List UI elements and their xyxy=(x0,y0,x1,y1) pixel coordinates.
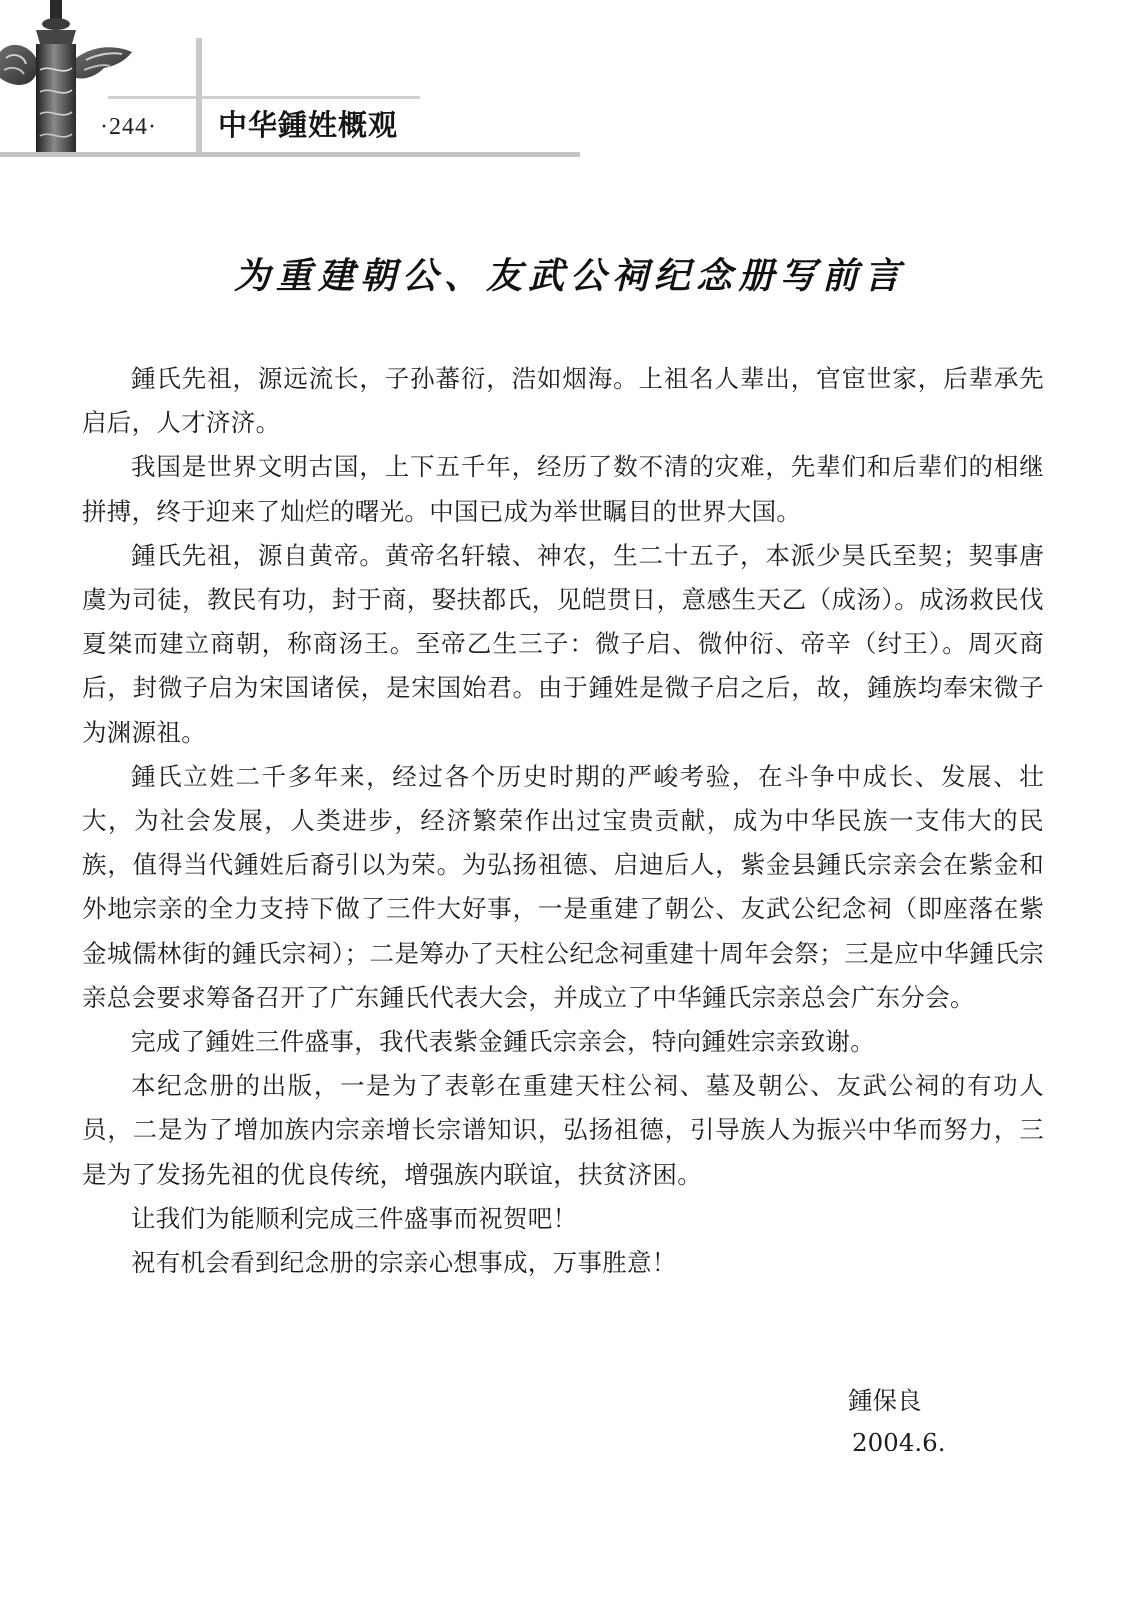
signature-block xyxy=(848,1380,946,1464)
paragraph-2: 我国是世界文明古国，上下五千年，经历了数不清的灾难，先辈们和后辈们的相继拼搏，终于迎来了灿烂的曙光。中国已成为举世瞩目的世界大国。 xyxy=(82,452,1044,526)
article-body xyxy=(82,357,1044,1285)
paragraph-5: 完成了鍾姓三件盛事，我代表紫金鍾氏宗亲会，特向鍾姓宗亲致谢。 xyxy=(131,1027,875,1057)
paragraph-3: 鍾氏先祖，源自黄帝。黄帝名轩辕、神农，生二十五子，本派少昊氏至契；契事唐虞为司徒，教民有功，封于商，娶扶都氏，见皑贯日，意感生天乙（成汤）。成汤救民伐夏桀而建立商朝，称商汤王。至帝乙生三子：微子启、微仲衍、帝辛（纣王）。周灭商后，封微子启为宋国诸侯，是宋国始君。由于鍾姓是微子启之后，故，鍾族均奉宋微子为渊源祖。 xyxy=(82,540,1044,747)
running-header xyxy=(0,0,600,170)
paragraph-6: 本纪念册的出版，一是为了表彰在重建天柱公祠、墓及朝公、友武公祠的有功人员，二是为了增加族内宗亲增长宗谱知识，弘扬祖德，引导族人为振兴中华而努力，三是为了发扬先祖的优良传统，增强族内联谊，扶贫济困。 xyxy=(82,1071,1044,1189)
header-top-rule xyxy=(108,96,420,99)
running-title: 中华鍾姓概观 xyxy=(218,108,399,142)
paragraph-7: 让我们为能顺利完成三件盛事而祝贺吧！ xyxy=(131,1203,578,1233)
page-number: ·244· xyxy=(100,114,157,140)
author-name: 鍾保良 xyxy=(848,1386,922,1415)
paragraph-1: 鍾氏先祖，源远流长，子孙蕃衍，浩如烟海。上祖名人辈出，官宦世家，后辈承先启后，人才济济。 xyxy=(82,364,1044,438)
paragraph-8: 祝有机会看到纪念册的宗亲心想事成，万事胜意！ xyxy=(131,1248,677,1278)
header-bottom-rule xyxy=(0,152,580,157)
signature-date: 2004.6. xyxy=(852,1428,946,1457)
header-divider xyxy=(196,38,202,154)
article-title: 为重建朝公、友武公祠纪念册写前言 xyxy=(233,256,906,297)
paragraph-4: 鍾氏立姓二千多年来，经过各个历史时期的严峻考验，在斗争中成长、发展、壮大，为社会发展，人类进步，经济繁荣作出过宝贵贡献，成为中华民族一支伟大的民族，值得当代鍾姓后裔引以为荣。为弘扬祖德、启迪后人，紫金县鍾氏宗亲会在紫金和外地宗亲的全力支持下做了三件大好事，一是重建了朝公、友武公纪念祠（即座落在紫金城儒林街的鍾氏宗祠）；二是筹办了天柱公纪念祠重建十周年会祭；三是应中华鍾氏宗亲总会要求筹备召开了广东鍾氏代表大会，并成立了中华鍾氏宗亲总会广东分会。 xyxy=(82,761,1044,1012)
